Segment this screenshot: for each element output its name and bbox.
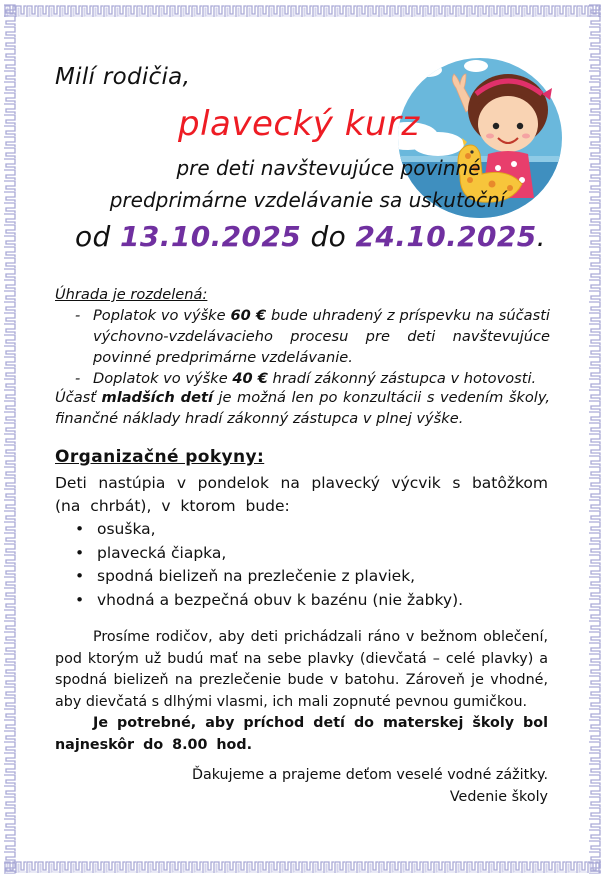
- payment-amount: 60 €: [230, 307, 267, 324]
- to-date: 24.10.2025: [355, 220, 537, 253]
- list-item: • osuška,: [55, 518, 463, 542]
- organization-title: Organizačné pokyny:: [55, 447, 265, 467]
- payment-item-suffix: bude uhradený z príspevku na súčasti výchovno-vzdelávacieho procesu pre deti navštevujúce povinné predprimárne vzdelávanie.: [93, 307, 550, 366]
- backpack-items-list: [55, 518, 463, 612]
- closing-thanks: Ďakujeme a prajeme deťom veselé vodné zážitky.: [191, 767, 548, 783]
- note-prefix: Účasť: [55, 389, 102, 406]
- organization-intro: Deti nastúpia v pondelok na plavecký výcvik s batôžkom (na chrbát), v ktorom bude:: [55, 474, 548, 515]
- note-suffix: je možná len po konzultácii s vedením školy, finančné náklady hradí zákonný zástupca v plnej výške.: [55, 389, 551, 427]
- payment-item-prefix: Doplatok vo výške: [93, 370, 233, 387]
- from-date: 13.10.2025: [120, 220, 302, 253]
- to-label: do: [310, 220, 347, 253]
- clothing-paragraph: Prosíme rodičov, aby deti prichádzali ráno v bežnom oblečení, pod ktorým už budú mať na sebe plavky (dievčatá – celé plavky) a spodná bielizeň na prezlečenie bude v batohu. Zároveň je vhodné, aby dievčatá s dlhými vlasmi, ich mali zopnuté pevnou gumičkou.: [55, 629, 548, 710]
- payment-item-suffix: hradí zákonný zástupca v hotovosti.: [267, 370, 537, 387]
- list-item: • plavecká čiapka,: [55, 542, 463, 566]
- younger-children-note: [55, 387, 550, 429]
- list-item: • vhodná a bezpečná obuv k bazénu (nie žabky).: [55, 589, 463, 613]
- headline-swimming-course: plavecký kurz: [178, 104, 420, 144]
- payment-list: [55, 305, 550, 389]
- payment-title: Úhrada je rozdelená:: [55, 286, 208, 303]
- closing: [192, 765, 548, 808]
- payment-item-prefix: Poplatok vo výške: [93, 307, 231, 324]
- payment-item-surcharge: [55, 368, 550, 389]
- greeting: Milí rodičia,: [55, 64, 191, 90]
- closing-signature: Vedenie školy: [449, 788, 548, 805]
- dates-end: .: [536, 220, 546, 253]
- subtitle-line-1: pre deti navštevujúce povinné: [176, 156, 481, 180]
- payment-amount: 40 €: [232, 370, 268, 387]
- from-label: od: [75, 220, 111, 253]
- arrival-time-paragraph: Je potrebné, aby príchod detí do materskej školy bol najneskôr do 8.00 hod.: [55, 715, 548, 753]
- payment-item-fee: [55, 305, 550, 368]
- course-dates: [75, 220, 546, 253]
- subtitle-line-2: predprimárne vzdelávanie sa uskutoční: [109, 188, 506, 212]
- list-item: • spodná bielizeň na prezlečenie z plaviek,: [55, 565, 463, 589]
- note-bold: mladších detí: [101, 389, 213, 406]
